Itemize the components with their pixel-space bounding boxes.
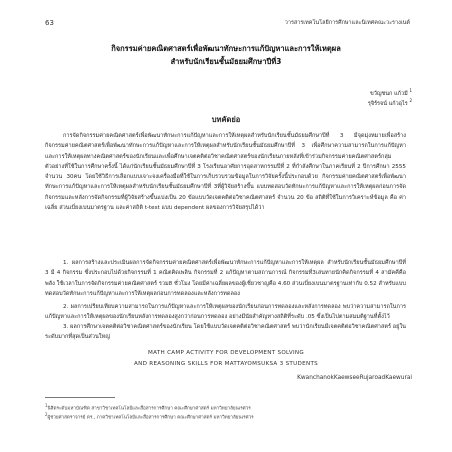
page-number: 63 xyxy=(45,19,54,27)
footnote-1-text: นิสิตระดับมหาบัณฑิต สาขาวิชาเทคโนโลยีและสื่อสารการศึกษา คณะศึกษาศาสตร์ มหาวิทยาลัยนเรศวร xyxy=(47,406,251,412)
author-1-marker: 1 xyxy=(409,88,412,93)
footnote-divider xyxy=(45,397,115,398)
thai-title-line-2: สำหรับนักเรียนชั้นมัธยมศึกษาปีที่3 xyxy=(170,57,282,66)
abstract-paragraph-2: 1. ผลการสร้างและประเมินผลการจัดกิจกรรมค่ายคณิตศาสตร์เพื่อพัฒนาทักษะการแก้ปัญหาและการให้เหตุผล สำหรับนักเรียนชั้นมัธยมศึกษาปีที่ 3 มี 4 กิจกรรม ซึ่งประกอบไปด้วยกิจกรรมที่ 1 คณิตคิดเพลิน กิจกรรมที่ 2 แก้ปัญหาตามสถานการณ์ กิจกรรมที่3เล่นทายนักคิดกิจกรรมที่ 4 สามัคคีคือพลัง ใช้เวลาในการจัดกิจกรรมค่ายคณิตศาสตร์ รวม8 ชั่วโมง โดยมีค่าเฉลี่ยผลของผู้เชี่ยวชาญคือ 4.60 ส่วนเบี่ยงเบนมาตรฐานเท่ากับ 0.52 สำหรับแบบทดสอบวัดทักษะการแก้ปัญหาและการให้เหตุผลก่อนการทดลองและหลังการทดลอง xyxy=(45,260,406,297)
author-2-name: รุจิร์รจน์ แก้วอุไร xyxy=(367,100,408,107)
footnote-2 xyxy=(45,412,254,422)
author-1-name: ขวัญชนก แก้วมี xyxy=(370,90,408,97)
english-authors: KwanchanokKaewseeRujaroadKaewurai xyxy=(297,375,412,381)
abstract-heading: บทคัดย่อ xyxy=(211,115,241,124)
journal-name: วารสารเทคโนโลยีการศึกษาและนิเทศคณะวะรางเนต์ xyxy=(284,20,410,26)
footnote-1-marker: 1 xyxy=(45,403,48,408)
author-2-marker: 2 xyxy=(409,98,412,103)
abstract-paragraph-3: 2. ผลการเปรียบเทียบความสามารถในการแก้ปัญหาและการให้เหตุผลของนักเรียนก่อนการทดลองและหลังการทดลอง พบว่าความสามารถในการแก้ปัญหาและการให้เหตุผลของนักเรียนหลังการทดลองสูงกว่าก่อนการทดลอง อย่างมีนัยสำคัญทางสถิติที่ระดับ .05 ซึ่งเป็นไปตามสมมติฐานที่ตั้งไว้ xyxy=(45,304,406,321)
thai-title-line-1: กิจกรรมค่ายคณิตศาสตร์เพื่อพัฒนาทักษะการแก้ปัญหาและการให้เหตุผล xyxy=(111,44,341,53)
footnote-2-marker: 2 xyxy=(45,412,48,417)
abstract-paragraph-4: 3. ผลการศึกษาเจตคติต่อวิชาคณิตศาสตร์ของนักเรียน โดยใช้แบบวัดเจตคติต่อวิชาคณิตศาสตร์ พบว่านักเรียนมีเจตคติต่อวิชาคณิตศาสตร์ อยู่ในระดับมากที่สุดเป็นส่วนใหญ่ xyxy=(45,324,406,341)
english-title-line-2: AND REASONING SKILLS FOR MATTAYOMSUKSA 3 STUDENTS xyxy=(133,361,319,367)
author-2 xyxy=(368,96,412,109)
english-title-line-1: MATH CAMP ACTIVITY FOR DEVELOPMENT SOLVING xyxy=(147,350,305,356)
abstract-paragraph-1: การจัดกิจกรรมค่ายคณิตศาสตร์เพื่อพัฒนาทักษะการแก้ปัญหาและการให้เหตุผลสำหรับนักเรียนชั้นมัธยมศึกษาปีที่ 3 มีจุดมุ่งหมายเพื่อสร้างกิจกรรมค่ายคณิตศาสตร์เพื่อพัฒนาทักษะการแก้ปัญหาและการให้เหตุผลสำหรับนักเรียนชั้นมัธยมศึกษาปีที่ 3 เพื่อศึกษาความสามารถในการแก้ปัญหา และการให้เหตุผลทางคณิตศาสตร์ของนักเรียนและเพื่อศึกษาเจตคติต่อวิชาคณิตศาสตร์ของนักเรียนภายหลังที่เข้าร่วมกิจกรรมค่ายคณิตศาสตร์กลุ่มตัวอย่างที่ใช้ในการศึกษาครั้งนี้ ได้แก่นักเรียนชั้นมัธยมศึกษาปีที่ 3 โรงเรียนอาศัยการอุดสาหกรรมปีที่ 2 ที่กำลังศึกษาในภาคเรียนที่ 2 ปีการศึกษา 2555 จำนวน 30คน โดยใช้วิธีการเลือกแบบเจาะจงเครื่องมือที่ใช้ในการเก็บรวบรวมข้อมูลในการวิจัยครั้งนี้ประกอบด้วย กิจกรรมค่ายคณิตศาสตร์เพื่อพัฒนาทักษะการแก้ปัญหาและการให้เหตุผลสำหรับนักเรียนชั้นมัธยมศึกษาปีที่ 3ที่ผู้วิจัยสร้างขึ้น แบบทดสอบวัดทักษะการแก้ปัญหาและการให้เหตุผลก่อนการจัดกิจกรรมและหลังการจัดกิจกรรมที่ผู้วิจัยสร้างขึ้นแบ่งเป็น 20 ข้อแบบวัดเจตคติต่อวิชาคณิตศาสตร์ จำนวน 20 ข้อ สถิติที่ใช้ในการวิเคราะห์ข้อมูล คือ ค่าเฉลี่ย ส่วนเบี่ยงเบนมาตรฐาน และค่าสถิติ t-test แบบ dependent ผลของการวิจัยสรุปได้ว่า xyxy=(45,133,406,212)
footnote-2-text: ผู้ช่วยศาสตราจารย์ ดร., ภาควิชาเทคโนโลยีและสื่อสารการศึกษา คณะศึกษาศาสตร์ มหาวิทยาลัยนเรศวร xyxy=(47,415,254,421)
